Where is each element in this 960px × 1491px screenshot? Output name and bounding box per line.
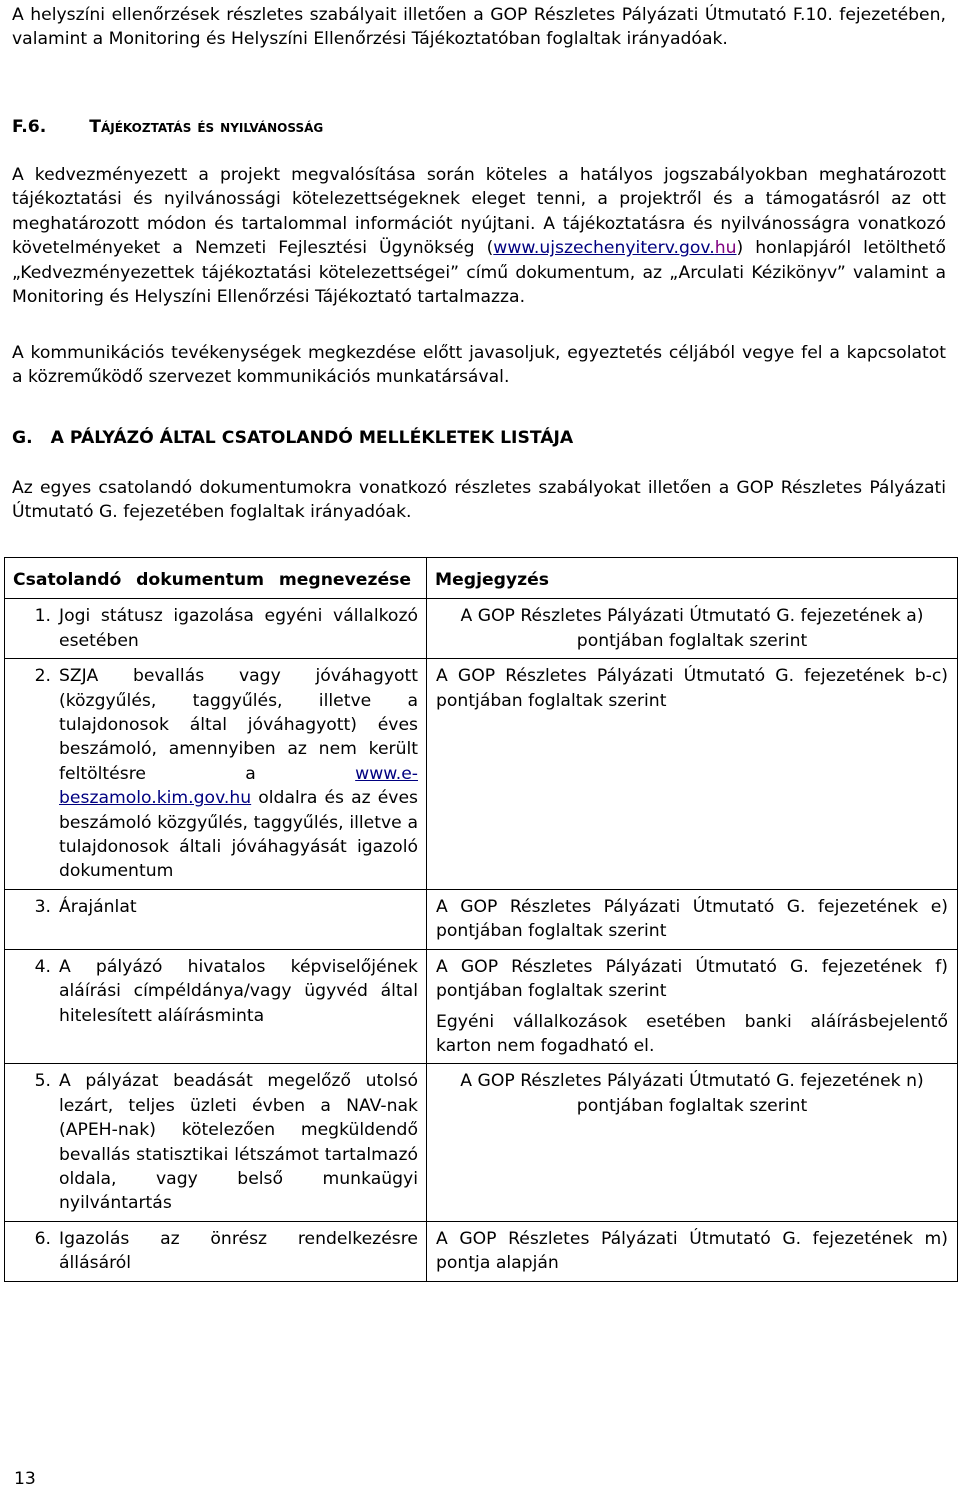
doc-cell [5,599,427,659]
table-row [5,1221,958,1281]
header-document-name [5,558,427,599]
doc-cell [5,659,427,890]
doc-text: A pályázat beadását megelőző utolsó lezárt, teljes üzleti évben a NAV-nak (APEH-nak) kötelezően megküldendő bevallás statisztikai létszámot tartalmazó oldala, vagy belső munkaügyi nyilvántartás [59,1071,418,1214]
section-g-title: A PÁLYÁZÓ ÁLTAL CSATOLANDÓ MELLÉKLETEK LISTÁJA [50,428,574,448]
note-text-2: Egyéni vállalkozások esetében banki aláírásbejelentő karton nem fogadható el. [436,1011,948,1056]
note-text: A GOP Részletes Pályázati Útmutató G. fejezetének m) pontja alapján [436,1228,948,1274]
link-part-b: hu [714,238,737,259]
doc-text: A pályázó hivatalos képviselőjének aláírási címpéldánya/vagy ügyvéd által hitelesített aláírásminta [59,956,418,1026]
ujszechenyiterv-link[interactable] [493,238,736,258]
doc-text: Jogi státusz igazolása egyéni vállalkozó esetében [59,606,418,651]
para1-text-a: A kedvezményezett a projekt megvalósítása során köteles a hatályos jogszabályokban meghatározott tájékoztatási és nyilvánossági kötelezettségeknek eleget tenni, a projektről és a támogatásról az ott meghatározott módon és tartalommal információt nyújtani. A tájékoztatásra és nyilvánosságra vonatkozó követelményeket a Nemzeti Fejlesztési Ügynökség ( [12,165,946,259]
note-cell [427,949,958,1064]
doc-cell [5,949,427,1064]
note-cell [427,1221,958,1281]
note-text: A GOP Részletes Pályázati Útmutató G. fejezetének a) pontjában foglaltak szerint [460,606,924,651]
note-text [427,950,957,1064]
table-row [5,599,958,659]
section-g-number: G. [12,428,33,448]
doc-text-b: oldalra és az éves beszámoló közgyűlés, taggyűlés, illetve a tulajdonosok általi jóváhagyását igazoló dokumentum [59,788,418,882]
doc-cell [5,889,427,949]
section-g-paragraph: Az egyes csatolandó dokumentumokra vonatkozó részletes szabályokat illetően a GOP Részletes Pályázati Útmutató G. fejezetében foglaltak irányadóak. [12,478,946,523]
doc-cell [5,1064,427,1221]
row-number: 2. [34,666,51,687]
note-cell [427,889,958,949]
note-cell [427,659,958,890]
section-f6-paragraph-1 [12,163,946,309]
row-number: 4. [34,956,51,977]
header-document-label: Csatolandó dokumentum megnevezése [13,570,411,590]
row-number: 6. [34,1228,51,1249]
doc-text: Árajánlat [59,896,137,917]
table-row [5,659,958,890]
table-row [5,949,958,1064]
note-text: A GOP Részletes Pályázati Útmutató G. fejezetének e) pontjában foglaltak szerint [436,896,948,942]
doc-text-a: SZJA bevallás vagy jóváhagyott (közgyűlés, taggyűlés, illetve a tulajdonosok által jóváhagyott) éves beszámoló, amennyiben az nem került feltöltésre a [59,666,418,784]
note-text: A GOP Részletes Pályázati Útmutató G. fejezetének n) pontjában foglaltak szerint [460,1071,924,1116]
header-note: Megjegyzés [427,558,958,599]
row-number: 3. [34,896,51,917]
para1-text-b: ) honlapjáról letölthető „Kedvezményezettek tájékoztatási kötelezettségei” című dokumentum, az „Arculati Kézikönyv” valamint a Monitoring és Helyszíni Ellenőrzési Tájékoztató tartalmazza. [12,238,946,308]
table-row [5,1064,958,1221]
section-f6-paragraph-2: A kommunikációs tevékenységek megkezdése előtt javasoljuk, egyeztetés céljából vegye fel a kapcsolatot a közreműködő szervezet kommunikációs munkatársával. [12,343,946,388]
link-part-a: www.ujszechenyiterv.gov. [493,238,715,259]
doc-cell [5,1221,427,1281]
doc-text: Igazolás az önrész rendelkezésre állásáról [59,1228,418,1274]
note-text: A GOP Részletes Pályázati Útmutató G. fejezetének b-c) pontjában foglaltak szerint [436,666,948,711]
section-f6-number: F.6. [12,117,47,137]
note-cell [427,1064,958,1221]
section-f6-heading [12,115,946,139]
e-beszamolo-link[interactable]: www.e-beszamolo.kim.gov.hu [59,763,418,809]
attachments-table [4,557,958,1282]
intro-paragraph: A helyszíni ellenőrzések részletes szabályait illetően a GOP Részletes Pályázati Útmutató F.10. fejezetében, valamint a Monitoring és Helyszíni Ellenőrzési Tájékoztatóban foglaltak irányadóak. [12,5,946,50]
row-number: 5. [34,1071,51,1092]
page-number: 13 [14,1469,36,1489]
section-g-heading [12,426,946,450]
row-number: 1. [34,606,51,627]
doc-text [51,664,418,884]
note-cell [427,599,958,659]
section-f6-title: Tájékoztatás és nyilvánosság [89,117,324,137]
note-text-1: A GOP Részletes Pályázati Útmutató G. fejezetének f) pontjában foglaltak szerint [436,956,948,1002]
table-row [5,889,958,949]
table-header-row [5,558,958,599]
